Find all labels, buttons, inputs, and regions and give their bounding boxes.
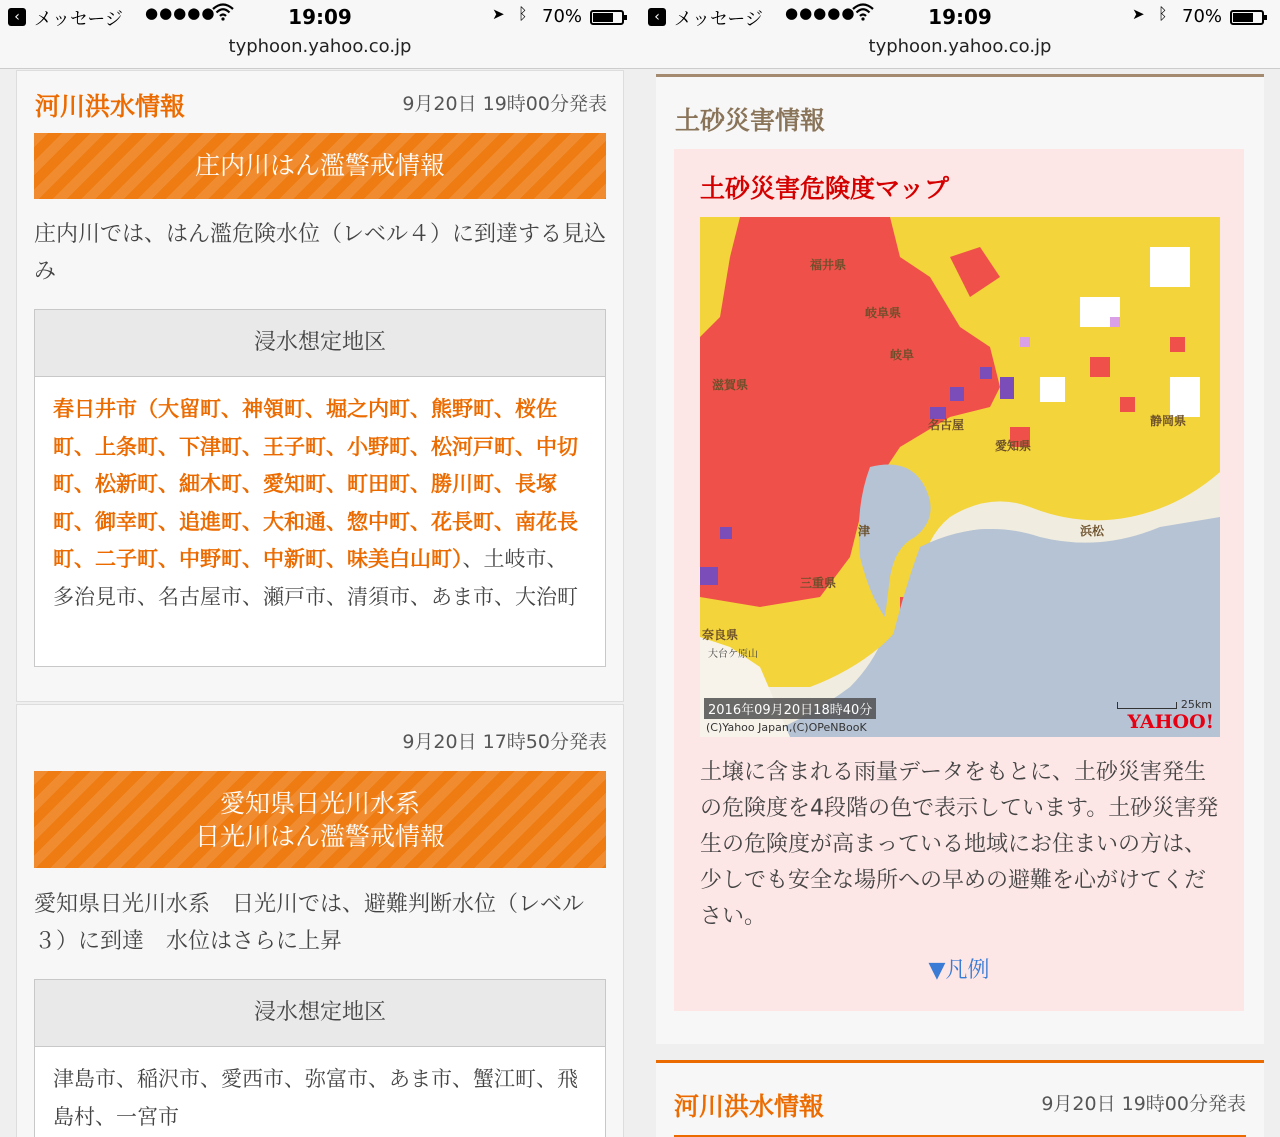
flood-area-list [35, 377, 605, 630]
map-label-gifu: 岐阜 [890, 348, 915, 362]
location-icon: ➤ [1132, 5, 1145, 23]
back-app-label[interactable]: メッセージ [34, 9, 123, 30]
flood-area-highlight: 春日井市（大留町、神領町、堀之内町、熊野町、桜佐町、上条町、下津町、王子町、小野町、松河戸町、中切町、松新町、細木町、愛知町、町田町、勝川町、長塚町、御幸町、追進町、大和通、惣中町、花長町、南花長町、二子町、中野町、中新町、味美白山町） [53, 397, 578, 571]
publish-date: 9月20日 19時00分発表 [402, 93, 607, 115]
scale-label: 25km [1180, 698, 1212, 711]
landslide-map-panel [674, 149, 1244, 1011]
map-label-hamamatsu: 浜松 [1080, 524, 1105, 538]
flood-area-box [34, 309, 606, 667]
landslide-card [656, 74, 1264, 1044]
back-to-app-icon[interactable]: ‹ [8, 8, 26, 26]
map-label-tsu: 津 [858, 524, 871, 538]
back-to-app-icon[interactable]: ‹ [648, 8, 666, 26]
flood-area-box-2 [34, 979, 606, 1137]
alert-banner-line2: 日光川はん濫警戒情報 [194, 822, 445, 851]
legend-toggle-link[interactable]: ▼凡例 [928, 958, 990, 983]
map-label-shiga: 滋賀県 [712, 378, 749, 392]
alert-description-2: 愛知県日光川水系 日光川では、避難判断水位（レベル３）に到達 水位はさらに上昇 [34, 892, 585, 954]
status-bar [0, 0, 640, 34]
battery-icon [590, 10, 624, 25]
publish-date: 9月20日 17時50分発表 [402, 731, 607, 753]
map-label-mie: 三重県 [800, 576, 837, 590]
map-description: 土壌に含まれる雨量データをもとに、土砂災害発生の危険度を4段階の色で表示しています。土砂災害発生の危険度が高まっている地域にお住まいの方は、少しでも安全な場所への早めの避難を心がけてください。 [700, 760, 1219, 929]
alert-banner-line1: 愛知県日光川水系 [219, 789, 420, 818]
map-label-odaigahara: 大台ケ原山 [708, 649, 758, 660]
url-bar[interactable]: typhoon.yahoo.co.jp [640, 34, 1280, 69]
map-label-shizuoka: 静岡県 [1150, 414, 1187, 428]
right-screen [640, 0, 1280, 1137]
location-icon: ➤ [492, 5, 505, 23]
map-scale [1117, 698, 1212, 711]
map-label-aichi: 愛知県 [995, 439, 1032, 453]
alert-banner[interactable]: 庄内川はん濫警戒情報 [34, 133, 606, 199]
signal-icon: ●●●●● [785, 4, 856, 22]
map-label-gifu-pref: 岐阜県 [865, 306, 902, 320]
flood-area-list: 津島市、稲沢市、愛西市、弥富市、あま市、蟹江町、飛島村、一宮市 [53, 1067, 578, 1129]
section-title: 河川洪水情報 [674, 1092, 825, 1121]
yahoo-logo: YAHOO! [1127, 711, 1214, 733]
clock: 19:09 [288, 5, 352, 29]
map-label-nagoya: 名古屋 [928, 418, 965, 432]
map-graphic [700, 217, 1220, 737]
bluetooth-icon: ᛒ [1158, 4, 1168, 23]
back-app-label[interactable]: メッセージ [674, 9, 763, 30]
battery-percent: 70% [542, 6, 583, 27]
status-bar [640, 0, 1280, 34]
flood-area-rest: 、土岐市、多治見市、名古屋市、瀬戸市、清須市、あま市、大治町 [53, 547, 578, 609]
scale-bar [1117, 702, 1177, 709]
signal-icon: ●●●●● [145, 4, 216, 22]
flood-area-heading: 浸水想定地区 [35, 310, 605, 377]
alert-description: 庄内川では、はん濫危険水位（レベル４）に到達する見込み [34, 222, 607, 284]
bluetooth-icon: ᛒ [518, 4, 528, 23]
section-title: 土砂災害情報 [675, 106, 826, 135]
publish-date: 9月20日 19時00分発表 [1041, 1093, 1246, 1115]
landslide-risk-map[interactable] [700, 217, 1220, 737]
map-timestamp: 2016年09月20日18時40分 [704, 698, 876, 719]
map-copyright: (C)Yahoo Japan,(C)OPeNBooK [706, 721, 867, 734]
battery-percent: 70% [1182, 6, 1223, 27]
flood-area-heading: 浸水想定地区 [35, 980, 605, 1047]
battery-icon [1230, 10, 1264, 25]
map-title: 土砂災害危険度マップ [700, 174, 950, 203]
alert-banner-2[interactable] [34, 771, 606, 868]
url-bar[interactable]: typhoon.yahoo.co.jp [0, 34, 640, 69]
map-label-nara: 奈良県 [702, 628, 739, 642]
river-flood-card [656, 1060, 1264, 1137]
map-label-fukui: 福井県 [810, 258, 847, 272]
section-title: 河川洪水情報 [35, 92, 186, 121]
clock: 19:09 [928, 5, 992, 29]
